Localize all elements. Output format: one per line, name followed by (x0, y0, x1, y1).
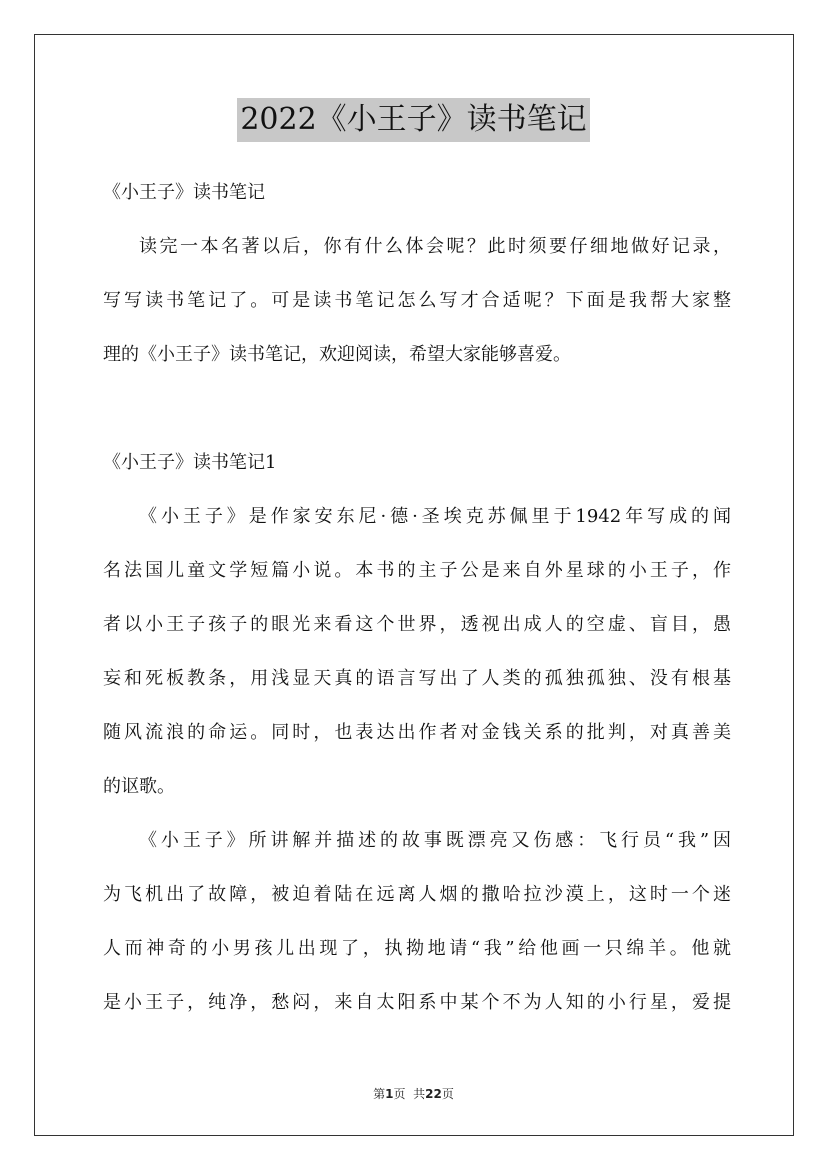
document-title-wrap (0, 98, 827, 142)
paragraph-line: 人而神奇的小男孩儿出现了，执拗地请“我”给他画一只绵羊。他就 (103, 938, 731, 959)
paragraph-line: 随风流浪的命运。同时，也表达出作者对金钱关系的批判，对真善美 (103, 722, 731, 743)
paragraph-line: 是小王子，纯净，愁闷，来自太阳系中某个不为人知的小行星，爱提 (103, 992, 731, 1013)
section-heading-1: 《小王子》读书笔记1 (103, 452, 277, 473)
footer-total-suffix: 页 (441, 1087, 454, 1101)
paragraph-line: 读完一本名著以后，你有什么体会呢？此时须要仔细地做好记录， (139, 236, 731, 257)
paragraph-line: 理的《小王子》读书笔记，欢迎阅读，希望大家能够喜爱。 (103, 344, 571, 365)
paragraph-line: 为飞机出了故障，被迫着陆在远离人烟的撒哈拉沙漠上，这时一个迷 (103, 884, 731, 905)
footer-page-prefix: 第 (373, 1087, 386, 1101)
paragraph-line: 《小王子》所讲解并描述的故事既漂亮又伤感：飞行员“我”因 (139, 830, 731, 851)
paragraph-line: 写写读书笔记了。可是读书笔记怎么写才合适呢？下面是我帮大家整 (103, 290, 731, 311)
section-heading-intro: 《小王子》读书笔记 (103, 182, 265, 203)
page-footer (0, 1085, 827, 1102)
paragraph-line: 的讴歌。 (103, 776, 175, 797)
paragraph-line: 妄和死板教条，用浅显天真的语言写出了人类的孤独孤独、没有根基 (103, 668, 731, 689)
footer-total-number: 22 (425, 1087, 442, 1101)
paragraph-line: 者以小王子孩子的眼光来看这个世界，透视出成人的空虚、盲目，愚 (103, 614, 731, 635)
footer-page-number: 1 (385, 1087, 394, 1101)
footer-page-suffix: 页 (393, 1087, 406, 1101)
document-title: 2022《小王子》读书笔记 (237, 98, 589, 142)
paragraph-line: 《小王子》是作家安东尼·德·圣埃克苏佩里于1942年写成的闻 (139, 506, 731, 527)
footer-total-prefix: 共 (413, 1087, 426, 1101)
paragraph-line: 名法国儿童文学短篇小说。本书的主子公是来自外星球的小王子，作 (103, 560, 731, 581)
